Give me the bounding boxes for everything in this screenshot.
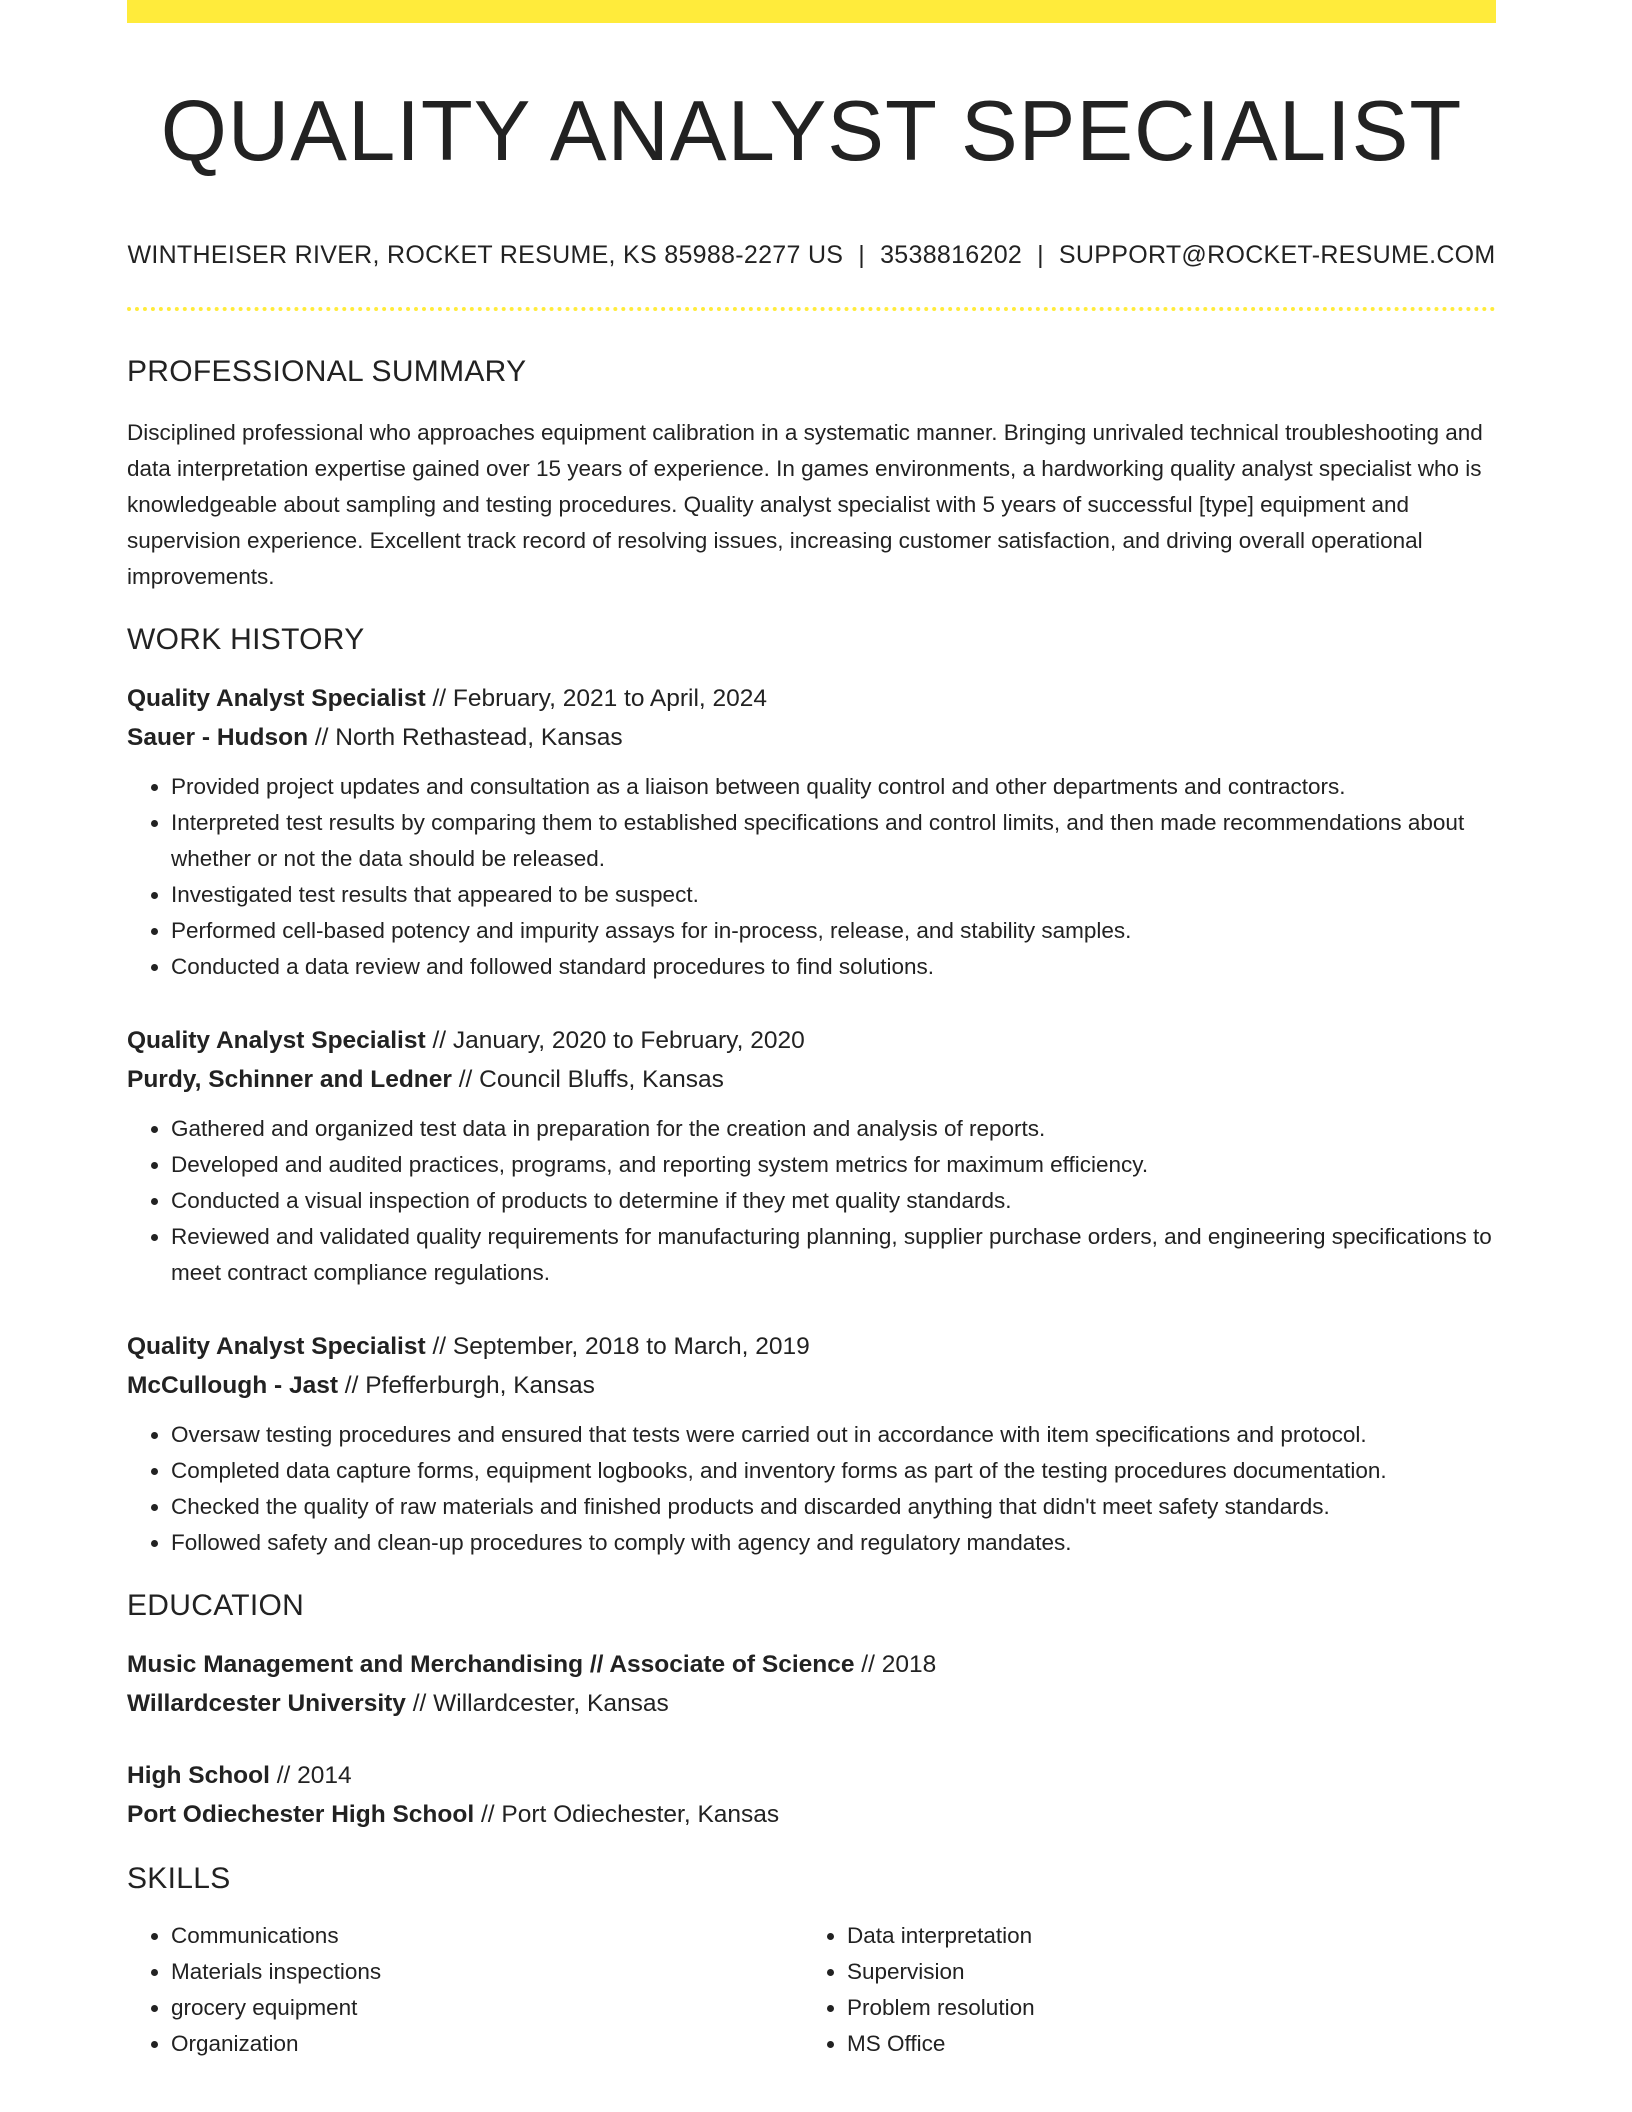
education-section: [127, 1589, 1496, 1834]
skill-item: • Organization: [171, 2026, 803, 2062]
address: WINTHEISER RIVER, ROCKET RESUME, KS 85988-2277 US: [127, 240, 844, 269]
list-item: • Provided project updates and consultation as a liaison between quality control and other departments and contractors.: [171, 769, 1496, 805]
list-item: • Completed data capture forms, equipment logbooks, and inventory forms as part of the testing procedures documentation.: [171, 1453, 1496, 1489]
job-title: Quality Analyst Specialist: [127, 1332, 426, 1360]
job-company-line: [127, 1366, 1496, 1405]
skill-item: • Supervision: [847, 1954, 1479, 1990]
job-title-line: [127, 679, 1496, 718]
skills-section: [127, 1862, 1496, 2062]
school-location: // Willardcester, Kansas: [405, 1689, 669, 1717]
section-heading: EDUCATION: [127, 1588, 305, 1622]
list-item: • Oversaw testing procedures and ensured that tests were carried out in accordance with item specifications and protocol.: [171, 1417, 1496, 1453]
skill-item: • MS Office: [847, 2026, 1479, 2062]
section-heading: SKILLS: [127, 1861, 231, 1895]
skill-item: • Materials inspections: [171, 1954, 803, 1990]
job-company-line: [127, 718, 1496, 757]
skills-columns: [127, 1918, 1496, 2062]
degree-line: [127, 1645, 1496, 1684]
list-item: • Interpreted test results by comparing them to established specifications and control limits, and then made recommendations about whether or not the data should be released.: [171, 805, 1496, 877]
contact-line: [127, 241, 1496, 270]
job-dates: // January, 2020 to February, 2020: [425, 1026, 805, 1054]
skill-item: • grocery equipment: [171, 1990, 803, 2026]
school-line: [127, 1795, 1496, 1834]
dotted-divider: [127, 307, 1496, 311]
list-item: • Reviewed and validated quality requirements for manufacturing planning, supplier purchase orders, and engineering specifications to meet contract compliance regulations.: [171, 1219, 1496, 1291]
job-dates: // September, 2018 to March, 2019: [425, 1332, 810, 1360]
education-year: // 2014: [269, 1761, 352, 1789]
summary-section: [127, 355, 1496, 595]
work-history-section: [127, 623, 1496, 1561]
skill-item: • Communications: [171, 1918, 803, 1954]
job-dates: // February, 2021 to April, 2024: [425, 684, 768, 712]
degree: High School: [127, 1761, 270, 1789]
job-bullets: [127, 1417, 1496, 1561]
degree-line: [127, 1756, 1496, 1795]
email: SUPPORT@ROCKET-RESUME.COM: [1058, 240, 1496, 269]
job-entry: [127, 1021, 1496, 1291]
list-item: • Followed safety and clean-up procedures to comply with agency and regulatory mandates.: [171, 1525, 1496, 1561]
job-company: Sauer - Hudson: [127, 723, 309, 751]
list-item: • Checked the quality of raw materials and finished products and discarded anything that didn't meet safety standards.: [171, 1489, 1496, 1525]
job-company: Purdy, Schinner and Ledner: [127, 1065, 452, 1093]
job-title: Quality Analyst Specialist: [127, 684, 426, 712]
job-title-line: [127, 1021, 1496, 1060]
phone: 3538816202: [880, 240, 1023, 269]
list-item: • Investigated test results that appeared to be suspect.: [171, 877, 1496, 913]
job-entry: [127, 1327, 1496, 1561]
job-location: // Pfefferburgh, Kansas: [337, 1371, 595, 1399]
school-location: // Port Odiechester, Kansas: [474, 1800, 780, 1828]
list-item: • Conducted a data review and followed standard procedures to find solutions.: [171, 949, 1496, 985]
skills-list-right: [803, 1918, 1479, 2062]
school: Willardcester University: [127, 1689, 406, 1717]
school: Port Odiechester High School: [127, 1800, 475, 1828]
skills-list-left: [127, 1918, 803, 2062]
separator: |: [1037, 240, 1044, 269]
skill-item: • Problem resolution: [847, 1990, 1479, 2026]
education-entry: [127, 1756, 1496, 1834]
job-bullets: [127, 769, 1496, 985]
job-company-line: [127, 1060, 1496, 1099]
job-location: // Council Bluffs, Kansas: [451, 1065, 724, 1093]
education-year: // 2018: [854, 1650, 937, 1678]
job-location: // North Rethastead, Kansas: [308, 723, 623, 751]
accent-bar: [127, 0, 1496, 23]
education-entry: [127, 1645, 1496, 1723]
skill-item: • Data interpretation: [847, 1918, 1479, 1954]
section-heading: WORK HISTORY: [127, 622, 365, 656]
job-entry: [127, 679, 1496, 985]
resume-page: [127, 0, 1496, 2062]
separator: |: [858, 240, 866, 269]
page-title: QUALITY ANALYST SPECIALIST: [160, 84, 1463, 179]
school-line: [127, 1684, 1496, 1723]
degree: Music Management and Merchandising // Associate of Science: [127, 1650, 855, 1678]
job-title: Quality Analyst Specialist: [127, 1026, 426, 1054]
list-item: • Gathered and organized test data in preparation for the creation and analysis of reports.: [171, 1111, 1496, 1147]
job-company: McCullough - Jast: [127, 1371, 338, 1399]
list-item: • Developed and audited practices, programs, and reporting system metrics for maximum efficiency.: [171, 1147, 1496, 1183]
section-heading: PROFESSIONAL SUMMARY: [127, 354, 527, 388]
summary-text: Disciplined professional who approaches equipment calibration in a systematic manner. Bringing unrivaled technical troubleshooting and data interpretation expertise gained over 15 years of experience. In games environments, a hardworking quality analyst specialist who is knowledgeable about sampling and testing procedures. Quality analyst specialist with 5 years of successful [type] equipment and supervision experience. Excellent track record of resolving issues, increasing customer satisfaction, and driving overall operational improvements.: [127, 419, 1483, 589]
job-title-line: [127, 1327, 1496, 1366]
list-item: • Performed cell-based potency and impurity assays for in-process, release, and stability samples.: [171, 913, 1496, 949]
job-bullets: [127, 1111, 1496, 1291]
list-item: • Conducted a visual inspection of products to determine if they met quality standards.: [171, 1183, 1496, 1219]
